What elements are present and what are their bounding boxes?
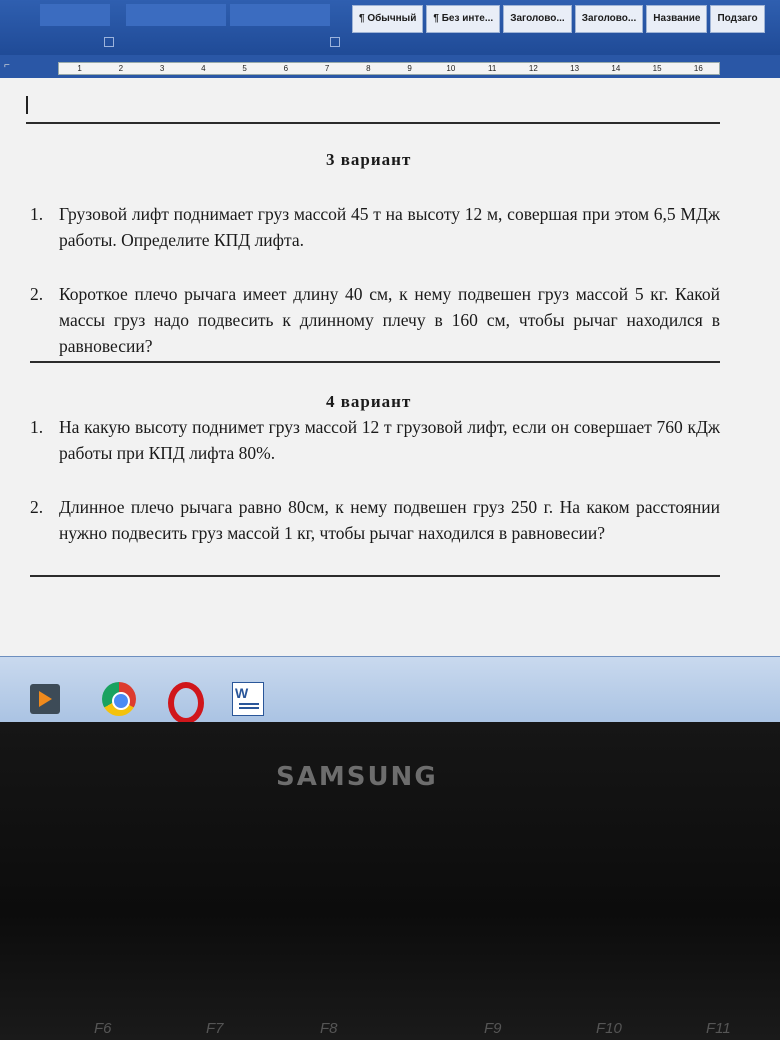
style-normal[interactable]: ¶ Обычный — [352, 5, 423, 33]
f6-key[interactable]: F6 — [94, 1020, 112, 1037]
ruler-mark: 10 — [446, 64, 456, 73]
ruler-mark: 14 — [611, 64, 621, 73]
variant-4-task-1[interactable] — [30, 414, 720, 466]
font-color-button[interactable] — [40, 4, 110, 26]
ruler-mark: 11 — [487, 64, 497, 73]
style-no-spacing[interactable]: ¶ Без инте... — [426, 5, 500, 33]
divider-line — [26, 122, 720, 124]
variant-3-task-2[interactable] — [30, 281, 720, 359]
ruler-mark: 5 — [242, 64, 247, 73]
style-heading-2[interactable]: Заголово... — [575, 5, 644, 33]
ruler-mark: 4 — [201, 64, 206, 73]
f11-key[interactable]: F11 — [706, 1020, 731, 1037]
task-text: Грузовой лифт поднимает груз массой 45 т на высоту 12 м, совершая при этом 6,5 МДж работы. Определите КПД лифта. — [59, 204, 720, 250]
task-text: Короткое плечо рычага имеет длину 40 см, к нему подвешен груз массой 5 кг. Какой массы груз надо подвесить к длинному плечу в 160 см, чтобы рычаг находился в равновесии? — [59, 284, 720, 356]
ruler-mark: 16 — [693, 64, 703, 73]
ruler-mark: 3 — [159, 64, 165, 73]
divider-line — [30, 361, 720, 363]
ruler-mark: 6 — [283, 64, 289, 73]
f7-key[interactable]: F7 — [206, 1020, 224, 1037]
task-number: 2. — [30, 497, 44, 517]
variant-4-heading: 4 вариант — [326, 392, 412, 411]
ruler-mark: 8 — [366, 64, 371, 73]
style-gallery — [352, 5, 765, 33]
ruler-mark: 2 — [118, 64, 124, 73]
task-number: 1. — [30, 204, 44, 224]
word-icon[interactable] — [232, 682, 264, 716]
ruler-mark: 12 — [528, 64, 538, 73]
opera-icon[interactable] — [168, 682, 204, 724]
task-text: На какую высоту поднимет груз массой 12 т грузовой лифт, если он совершает 760 кДж работы при КПД лифта 80%. — [59, 417, 720, 463]
style-title[interactable]: Название — [646, 5, 707, 33]
text-cursor — [26, 96, 28, 114]
horizontal-ruler[interactable] — [58, 62, 720, 75]
variant-4-task-2[interactable] — [30, 494, 720, 546]
ruler-mark: 15 — [652, 64, 662, 73]
media-player-icon[interactable] — [30, 684, 60, 714]
task-number: 1. — [30, 417, 44, 437]
f10-key[interactable]: F10 — [596, 1020, 622, 1037]
f9-key[interactable]: F9 — [484, 1020, 502, 1037]
tab-selector-icon[interactable]: ⌐ — [4, 60, 10, 71]
divider-line — [30, 575, 720, 577]
paragraph-group-launcher-icon[interactable] — [330, 37, 340, 47]
style-subtitle[interactable]: Подзаго — [710, 5, 764, 33]
ruler-mark: 7 — [324, 64, 330, 73]
border-button[interactable] — [230, 4, 330, 26]
font-group-launcher-icon[interactable] — [104, 37, 114, 47]
f8-key[interactable]: F8 — [320, 1020, 338, 1037]
brand-logo: SAMSUNG — [276, 762, 438, 792]
ruler-mark: 13 — [570, 64, 580, 73]
ruler-mark: 1 — [77, 64, 82, 73]
highlight-button[interactable] — [126, 4, 226, 26]
task-number: 2. — [30, 284, 44, 304]
variant-3-heading: 3 вариант — [326, 150, 412, 169]
task-text: Длинное плечо рычага равно 80см, к нему подвешен груз 250 г. На каком расстоянии нужно подвесить груз массой 1 кг, чтобы рычаг находился в равновесии? — [59, 497, 720, 543]
variant-3-task-1[interactable] — [30, 201, 720, 253]
style-heading-1[interactable]: Заголово... — [503, 5, 572, 33]
ruler-mark: 9 — [407, 64, 412, 73]
chrome-icon[interactable] — [102, 682, 136, 716]
